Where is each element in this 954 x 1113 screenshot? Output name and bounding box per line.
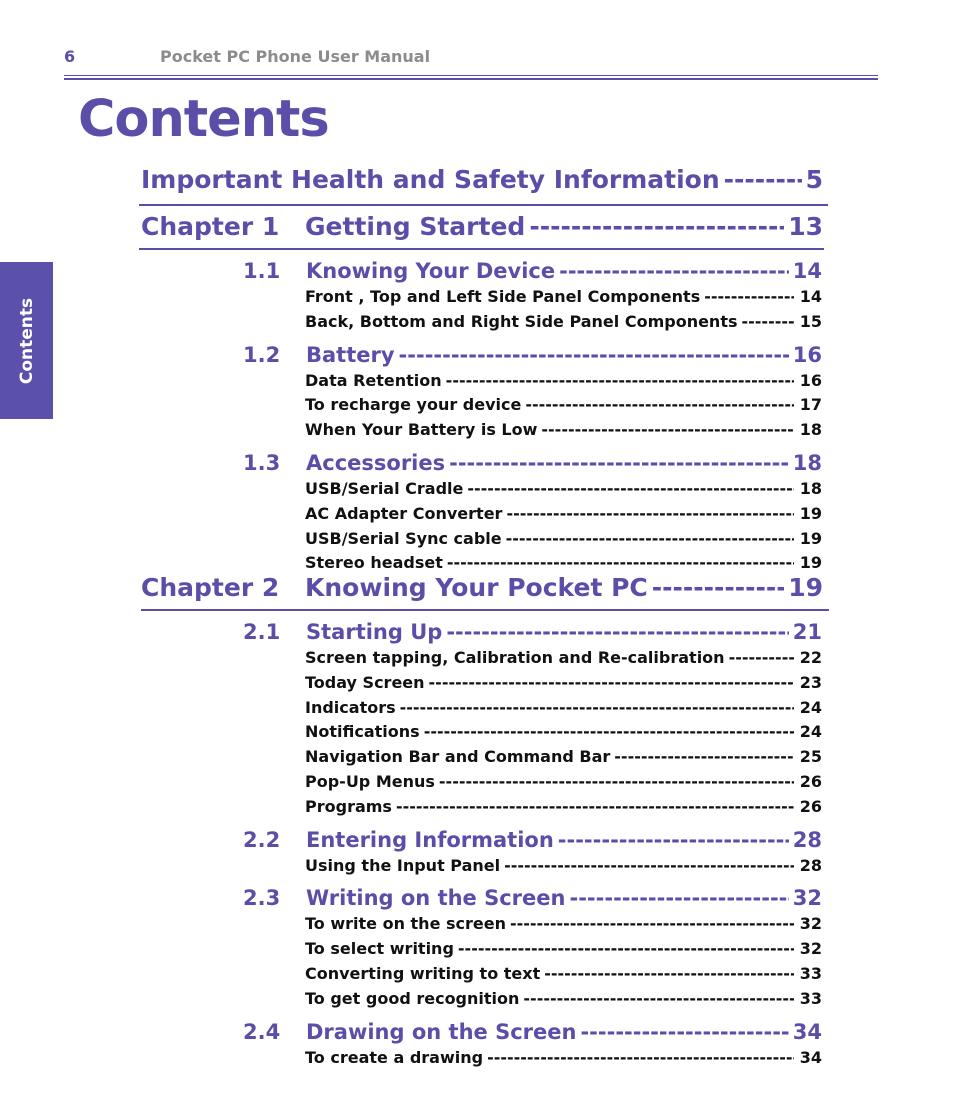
section-number: 2.3 [243, 886, 281, 911]
subsection-page: 23 [799, 672, 822, 692]
subsection-title: USB/Serial Sync cable [305, 528, 502, 548]
toc-subsection[interactable] [305, 797, 822, 816]
dot-leader [446, 371, 794, 390]
subsection-page: 16 [799, 370, 822, 390]
chapter-divider [141, 609, 829, 611]
toc-subsection[interactable] [305, 479, 822, 498]
toc-section-2-4[interactable] [243, 1020, 822, 1044]
toc-subsection[interactable] [305, 989, 822, 1008]
dot-leader [510, 914, 794, 933]
section-title: Entering Information [306, 827, 554, 852]
subsection-title: Today Screen [305, 672, 425, 692]
dot-leader [400, 698, 794, 717]
toc-section-1-3[interactable] [243, 451, 822, 475]
subsection-page: 33 [799, 988, 822, 1008]
subsection-title: To write on the screen [305, 914, 506, 934]
dot-leader [523, 989, 794, 1008]
subsection-title: Navigation Bar and Command Bar [305, 747, 611, 767]
subsection-page: 24 [799, 697, 822, 717]
section-page: 28 [792, 827, 822, 852]
dot-leader [458, 939, 794, 958]
subsection-page: 14 [799, 287, 822, 306]
dot-leader [449, 451, 789, 475]
subsection-title: When Your Battery is Low [305, 420, 538, 440]
dot-leader [544, 964, 794, 983]
dot-leader [558, 828, 789, 852]
subsection-page: 22 [799, 648, 822, 667]
dot-leader [429, 673, 794, 692]
section-title: Writing on the Screen [306, 886, 566, 911]
page-title: Contents [78, 90, 329, 149]
chapter-label: Chapter 2 [141, 573, 280, 602]
dot-leader [614, 747, 794, 766]
subsection-title: To get good recognition [305, 988, 520, 1008]
subsection-page: 19 [799, 503, 822, 523]
toc-subsection[interactable] [305, 529, 822, 548]
toc-subsection[interactable] [305, 914, 822, 933]
dot-leader [525, 395, 794, 414]
dot-leader [652, 573, 784, 602]
subsection-page: 26 [799, 796, 822, 816]
subsection-page: 28 [799, 855, 822, 875]
toc-subsection[interactable] [305, 698, 822, 717]
subsection-page: 26 [799, 772, 822, 791]
dot-leader [580, 1020, 788, 1044]
subsection-title: Screen tapping, Calibration and Re-calibration [305, 648, 725, 667]
subsection-page: 32 [799, 914, 822, 934]
subsection-title: Stereo headset [305, 553, 443, 573]
dot-leader [399, 343, 789, 367]
chapter-title: Knowing Your Pocket PC [305, 573, 648, 602]
toc-section-2-1[interactable] [243, 620, 822, 644]
subsection-page: 24 [799, 722, 822, 742]
dot-leader [724, 165, 802, 194]
subsection-title: Programs [305, 796, 392, 816]
chapter-page: 19 [788, 573, 823, 602]
entry-title: Important Health and Safety Information [141, 165, 720, 194]
toc-entry-health-safety[interactable] [141, 165, 823, 197]
subsection-title: AC Adapter Converter [305, 503, 503, 523]
subsection-page: 18 [799, 479, 822, 498]
section-number: 2.1 [243, 620, 281, 644]
subsection-page: 25 [799, 747, 822, 767]
toc-section-1-2[interactable] [243, 343, 822, 367]
manual-title: Pocket PC Phone User Manual [160, 47, 431, 66]
toc-subsection[interactable] [305, 964, 822, 983]
toc-subsection[interactable] [305, 504, 822, 523]
subsection-title: Back, Bottom and Right Side Panel Components [305, 311, 738, 331]
toc-section-2-2[interactable] [243, 828, 822, 852]
dot-leader [487, 1048, 794, 1067]
toc-chapter-1[interactable] [141, 212, 823, 244]
toc-subsection[interactable] [305, 939, 822, 958]
subsection-title: USB/Serial Cradle [305, 479, 464, 498]
subsection-page: 32 [799, 939, 822, 959]
section-page: 34 [792, 1019, 822, 1044]
section-number: 1.1 [243, 259, 281, 283]
dot-leader [439, 772, 794, 791]
subsection-title: Front , Top and Left Side Panel Components [305, 287, 701, 306]
chapter-divider [139, 204, 828, 206]
section-title: Drawing on the Screen [306, 1019, 577, 1044]
section-title: Starting Up [306, 620, 443, 644]
dot-leader [704, 287, 794, 306]
toc-section-1-1[interactable] [243, 259, 822, 283]
section-title: Knowing Your Device [306, 259, 556, 283]
dot-leader [467, 479, 794, 498]
subsection-page: 18 [799, 420, 822, 440]
section-page: 16 [792, 342, 822, 367]
toc-subsection[interactable] [305, 747, 822, 766]
toc-section-2-3[interactable] [243, 886, 822, 910]
dot-leader [742, 312, 795, 331]
toc-subsection[interactable] [305, 1048, 822, 1067]
toc-subsection[interactable] [305, 648, 822, 667]
section-number: 1.3 [243, 451, 281, 475]
section-page: 18 [792, 451, 822, 475]
subsection-title: Indicators [305, 697, 396, 717]
subsection-title: Notifications [305, 722, 420, 742]
dot-leader [569, 886, 788, 910]
subsection-title: To recharge your device [305, 395, 522, 415]
subsection-title: Converting writing to text [305, 964, 541, 983]
section-number: 2.4 [243, 1019, 281, 1044]
toc-subsection[interactable] [305, 856, 822, 875]
chapter-label: Chapter 1 [141, 212, 280, 241]
dot-leader [729, 648, 794, 667]
dot-leader [504, 856, 794, 875]
toc-chapter-2[interactable] [141, 573, 823, 605]
entry-page: 5 [805, 165, 823, 194]
subsection-title: Pop-Up Menus [305, 772, 435, 791]
toc-subsection[interactable] [305, 772, 822, 791]
dot-leader [424, 722, 794, 741]
subsection-page: 34 [799, 1047, 822, 1067]
dot-leader [559, 259, 789, 283]
toc-subsection[interactable] [305, 553, 822, 572]
subsection-title: Data Retention [305, 370, 442, 390]
dot-leader [506, 504, 794, 523]
page-number: 6 [64, 47, 76, 66]
dot-leader [541, 420, 794, 439]
section-page: 14 [792, 259, 822, 283]
toc-subsection[interactable] [305, 287, 822, 306]
side-tab-label: Contents [16, 297, 37, 384]
section-page: 32 [792, 886, 822, 911]
toc-subsection[interactable] [305, 371, 822, 390]
toc-subsection[interactable] [305, 420, 822, 439]
subsection-title: To create a drawing [305, 1047, 484, 1067]
subsection-page: 33 [799, 964, 822, 983]
section-title: Battery [306, 342, 395, 367]
dot-leader [506, 529, 794, 548]
dot-leader [446, 620, 788, 644]
subsection-title: To select writing [305, 939, 454, 959]
subsection-title: Using the Input Panel [305, 855, 501, 875]
chapter-page: 13 [788, 212, 823, 241]
subsection-page: 17 [799, 395, 822, 415]
dot-leader [529, 212, 784, 241]
dot-leader [447, 553, 794, 572]
section-number: 2.2 [243, 827, 281, 852]
section-page: 21 [792, 620, 822, 644]
subsection-page: 19 [799, 528, 822, 548]
toc-subsection[interactable] [305, 722, 822, 741]
section-number: 1.2 [243, 342, 281, 367]
toc-subsection[interactable] [305, 395, 822, 414]
chapter-title: Getting Started [305, 212, 526, 241]
subsection-page: 19 [799, 553, 822, 573]
chapter-divider [139, 248, 824, 250]
subsection-page: 15 [799, 311, 822, 331]
section-title: Accessories [306, 451, 446, 475]
toc-subsection[interactable] [305, 312, 822, 331]
dot-leader [396, 797, 794, 816]
toc-subsection[interactable] [305, 673, 822, 692]
